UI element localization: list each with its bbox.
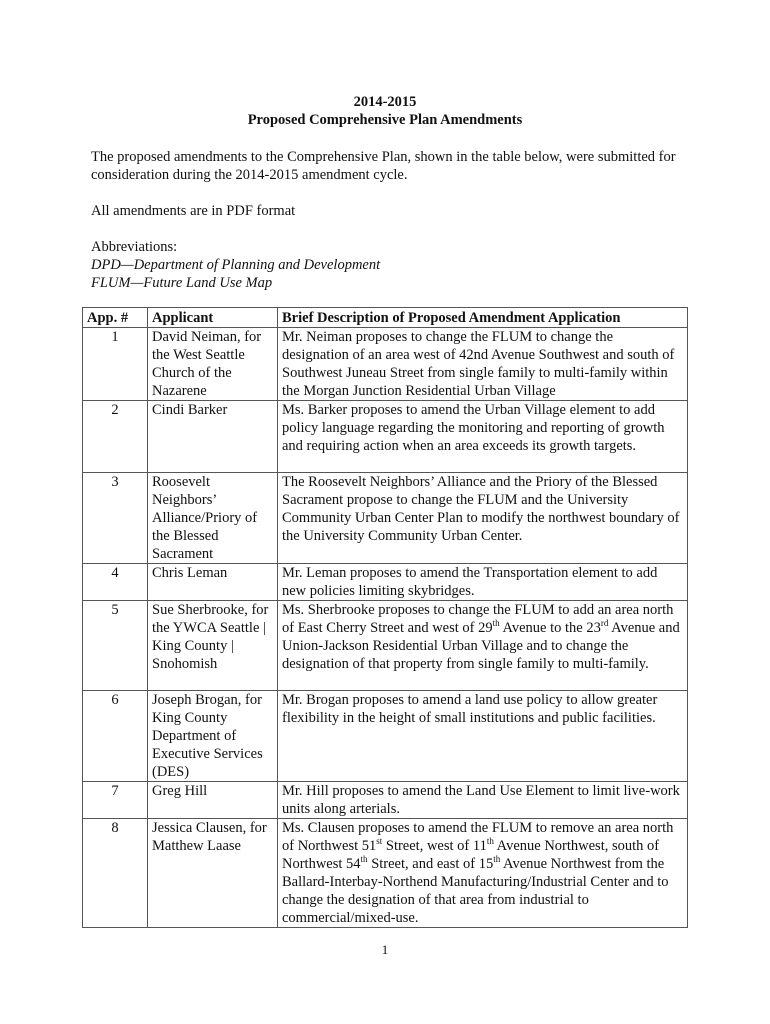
app-number: 1 (83, 328, 148, 401)
header-description: Brief Description of Proposed Amendment Application (278, 308, 688, 328)
table-row (83, 819, 688, 928)
amendment-description: Mr. Neiman proposes to change the FLUM to change the designation of an area west of 42nd Avenue Southwest and south of Southwest Juneau Street from single family to multi-family within the Morgan Junction Residential Urban Village (278, 328, 688, 401)
document-title: Proposed Comprehensive Plan Amendments (247, 112, 523, 128)
app-number: 8 (83, 819, 148, 928)
app-number: 4 (83, 564, 148, 601)
table-row (83, 601, 688, 691)
amendment-description (278, 601, 688, 691)
ordinal-suffix: rd (600, 618, 609, 629)
description-text: Avenue and Union-Jackson Residential Urban Village and to change the designation of that property from single family to multi-family. (282, 620, 680, 672)
header-applicant: Applicant (148, 308, 278, 328)
ordinal-suffix: th (492, 618, 500, 629)
table-row (83, 401, 688, 473)
applicant-name: Joseph Brogan, for King County Department of Executive Services (DES) (148, 691, 278, 782)
description-text: Avenue Northwest from the Ballard-Interbay-Northend Manufacturing/Industrial Center and to change the designation of that area from industrial to commercial/mixed-use. (282, 856, 669, 926)
abbreviation-flum: FLUM—Future Land Use Map (91, 275, 273, 291)
page-number: 1 (381, 942, 389, 957)
description-text: Avenue Northwest, south of Northwest 54 (282, 838, 660, 872)
amendment-description: The Roosevelt Neighbors’ Alliance and the Priory of the Blessed Sacrament propose to change the FLUM and the University Community Urban Center Plan to modify the northwest boundary of the University Community Urban Center. (278, 473, 688, 564)
description-text: Ms. Sherbrooke proposes to change the FLUM to add an area north of East Cherry Street and west of 29 (282, 602, 674, 636)
ordinal-suffix: th (493, 854, 501, 865)
app-number: 2 (83, 401, 148, 473)
description-text: Ms. Clausen proposes to amend the FLUM to remove an area north of Northwest 51 (282, 820, 674, 854)
amendment-description (278, 819, 688, 928)
applicant-name: Chris Leman (148, 564, 278, 601)
applicant-name: David Neiman, for the West Seattle Church of the Nazarene (148, 328, 278, 401)
amendment-description: Mr. Leman proposes to amend the Transportation element to add new policies limiting skybridges. (278, 564, 688, 601)
header-app-number: App. # (83, 308, 148, 328)
ordinal-suffix: st (376, 836, 383, 847)
format-note: All amendments are in PDF format (91, 203, 296, 219)
applicant-name: Jessica Clausen, for Matthew Laase (148, 819, 278, 928)
table-row (83, 564, 688, 601)
applicant-name: Sue Sherbrooke, for the YWCA Seattle | King County | Snohomish (148, 601, 278, 691)
description-text: Avenue to the 23 (499, 620, 601, 636)
amendment-description: Mr. Hill proposes to amend the Land Use Element to limit live-work units along arterials. (278, 782, 688, 819)
document-years: 2014-2015 (353, 94, 417, 110)
amendments-table (82, 307, 688, 928)
table-row (83, 691, 688, 782)
table-row (83, 328, 688, 401)
applicant-name: Greg Hill (148, 782, 278, 819)
amendment-description: Ms. Barker proposes to amend the Urban Village element to add policy language regarding the monitoring and reporting of growth and requiring action when an area exceeds its growth targets. (278, 401, 688, 473)
app-number: 6 (83, 691, 148, 782)
app-number: 3 (83, 473, 148, 564)
table-header-row (83, 308, 688, 328)
applicant-name: Roosevelt Neighbors’ Alliance/Priory of the Blessed Sacrament (148, 473, 278, 564)
applicant-name: Cindi Barker (148, 401, 278, 473)
ordinal-suffix: th (360, 854, 368, 865)
description-text: Street, west of 11 (382, 838, 487, 854)
intro-paragraph: The proposed amendments to the Comprehensive Plan, shown in the table below, were submitted for consideration during the 2014-2015 amendment cycle. (91, 149, 676, 183)
amendment-description: Mr. Brogan proposes to amend a land use policy to allow greater flexibility in the height of small institutions and public facilities. (278, 691, 688, 782)
app-number: 5 (83, 601, 148, 691)
app-number: 7 (83, 782, 148, 819)
table-row (83, 473, 688, 564)
description-text: Street, and east of 15 (367, 856, 494, 872)
abbreviation-dpd: DPD—Department of Planning and Development (91, 257, 381, 273)
ordinal-suffix: th (486, 836, 494, 847)
abbreviations-label: Abbreviations: (91, 239, 178, 255)
table-row (83, 782, 688, 819)
